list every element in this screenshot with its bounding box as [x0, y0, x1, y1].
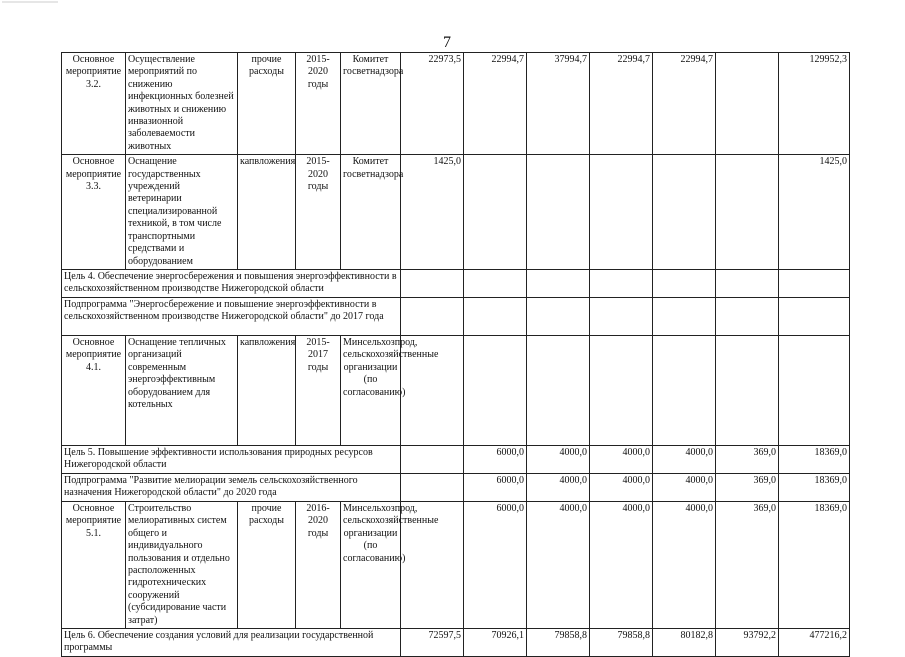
value-cell: 79858,8 — [527, 628, 590, 656]
page-number: 7 — [443, 34, 451, 51]
value-cell — [527, 297, 590, 335]
budget-table — [61, 52, 850, 657]
value-cell — [716, 335, 779, 445]
value-cell: 4000,0 — [653, 473, 716, 501]
value-cell: 4000,0 — [653, 445, 716, 473]
cost-type-cell: прочие расходы — [238, 501, 296, 628]
measure-description-cell: Оснащение государственных учреждений ветеринарии специализированной техникой, в том числе транспортными средствами и оборудованием — [126, 155, 238, 270]
value-cell: 79858,8 — [590, 628, 653, 656]
value-cell: 6000,0 — [464, 501, 527, 628]
value-cell — [590, 269, 653, 297]
measure-row — [62, 53, 850, 155]
value-cell — [716, 269, 779, 297]
value-cell — [653, 269, 716, 297]
value-cell: 22994,7 — [653, 53, 716, 155]
value-cell — [464, 269, 527, 297]
goal-text-cell: Подпрограмма "Развитие мелиорации земель сельскохозяйственного назначения Нижегородской области" до 2020 года — [62, 473, 401, 501]
value-cell: 369,0 — [716, 445, 779, 473]
years-cell: 2015-2020 годы — [296, 53, 341, 155]
value-cell — [716, 53, 779, 155]
value-cell: 22994,7 — [464, 53, 527, 155]
value-cell: 18369,0 — [779, 445, 850, 473]
years-cell: 2015-2017 годы — [296, 335, 341, 445]
value-cell — [653, 155, 716, 270]
value-cell: 477216,2 — [779, 628, 850, 656]
goal-text-cell: Цель 6. Обеспечение создания условий для реализации государственной программы — [62, 628, 401, 656]
value-cell: 4000,0 — [527, 473, 590, 501]
goal-text-cell: Подпрограмма "Энергосбережение и повышение энергоэффективности в сельскохозяйственном производстве Нижегородской области" до 2017 года — [62, 297, 401, 335]
measure-description-cell: Строительство мелиоративных систем общего и индивидуального пользования и отдельно расположенных гидротехнических сооружений (субсидирование части затрат) — [126, 501, 238, 628]
years-cell: 2015-2020 годы — [296, 155, 341, 270]
value-cell: 72597,5 — [401, 628, 464, 656]
value-cell — [464, 155, 527, 270]
value-cell: 4000,0 — [590, 501, 653, 628]
value-cell — [401, 473, 464, 501]
goal-text-cell: Цель 5. Повышение эффективности использования природных ресурсов Нижегородской области — [62, 445, 401, 473]
goal-row — [62, 628, 850, 656]
value-cell — [590, 335, 653, 445]
value-cell — [779, 335, 850, 445]
measure-name-cell: Основное мероприятие 3.2. — [62, 53, 126, 155]
measure-description-cell: Оснащение тепличных организаций современным энергоэффективным оборудованием для котельных — [126, 335, 238, 445]
measure-name-cell: Основное мероприятие 5.1. — [62, 501, 126, 628]
goal-row — [62, 445, 850, 473]
years-cell: 2016-2020 годы — [296, 501, 341, 628]
value-cell — [527, 155, 590, 270]
value-cell: 1425,0 — [401, 155, 464, 270]
value-cell: 4000,0 — [527, 445, 590, 473]
value-cell — [653, 297, 716, 335]
value-cell — [401, 269, 464, 297]
value-cell — [779, 269, 850, 297]
value-cell — [527, 335, 590, 445]
value-cell: 4000,0 — [527, 501, 590, 628]
value-cell: 18369,0 — [779, 473, 850, 501]
value-cell: 129952,3 — [779, 53, 850, 155]
value-cell: 1425,0 — [779, 155, 850, 270]
value-cell — [464, 335, 527, 445]
cost-type-cell: прочие расходы — [238, 53, 296, 155]
measure-row — [62, 501, 850, 628]
goal-row — [62, 473, 850, 501]
value-cell — [716, 297, 779, 335]
measure-row — [62, 155, 850, 270]
value-cell — [464, 297, 527, 335]
value-cell: 22994,7 — [590, 53, 653, 155]
cost-type-cell: капвложения — [238, 335, 296, 445]
value-cell: 369,0 — [716, 473, 779, 501]
value-cell — [716, 155, 779, 270]
value-cell: 18369,0 — [779, 501, 850, 628]
value-cell: 93792,2 — [716, 628, 779, 656]
value-cell: 80182,8 — [653, 628, 716, 656]
value-cell: 4000,0 — [590, 445, 653, 473]
value-cell — [590, 155, 653, 270]
executor-cell: Комитет госветнадзора — [341, 53, 401, 155]
value-cell: 6000,0 — [464, 473, 527, 501]
value-cell — [401, 445, 464, 473]
value-cell — [401, 297, 464, 335]
goal-text-cell: Цель 4. Обеспечение энергосбережения и повышения энергоэффективности в сельскохозяйственном производстве Нижегородской области — [62, 269, 401, 297]
value-cell — [779, 297, 850, 335]
scan-corner-mark — [0, 0, 60, 10]
value-cell: 22973,5 — [401, 53, 464, 155]
executor-cell: Минсельхозпрод, сельскохозяйственные организации (по согласованию) — [341, 335, 401, 445]
measure-name-cell: Основное мероприятие 4.1. — [62, 335, 126, 445]
table-body — [62, 53, 850, 657]
executor-cell: Комитет госветнадзора — [341, 155, 401, 270]
value-cell — [527, 269, 590, 297]
value-cell: 4000,0 — [653, 501, 716, 628]
measure-row — [62, 335, 850, 445]
executor-cell: Минсельхозпрод, сельскохозяйственные организации (по согласованию) — [341, 501, 401, 628]
value-cell: 369,0 — [716, 501, 779, 628]
value-cell — [590, 297, 653, 335]
value-cell: 6000,0 — [464, 445, 527, 473]
goal-row — [62, 269, 850, 297]
value-cell: 70926,1 — [464, 628, 527, 656]
value-cell: 4000,0 — [590, 473, 653, 501]
measure-name-cell: Основное мероприятие 3.3. — [62, 155, 126, 270]
value-cell: 37994,7 — [527, 53, 590, 155]
cost-type-cell: капвложения — [238, 155, 296, 270]
value-cell — [653, 335, 716, 445]
measure-description-cell: Осуществление мероприятий по снижению инфекционных болезней животных и снижению инвазионной заболеваемости животных — [126, 53, 238, 155]
goal-row — [62, 297, 850, 335]
